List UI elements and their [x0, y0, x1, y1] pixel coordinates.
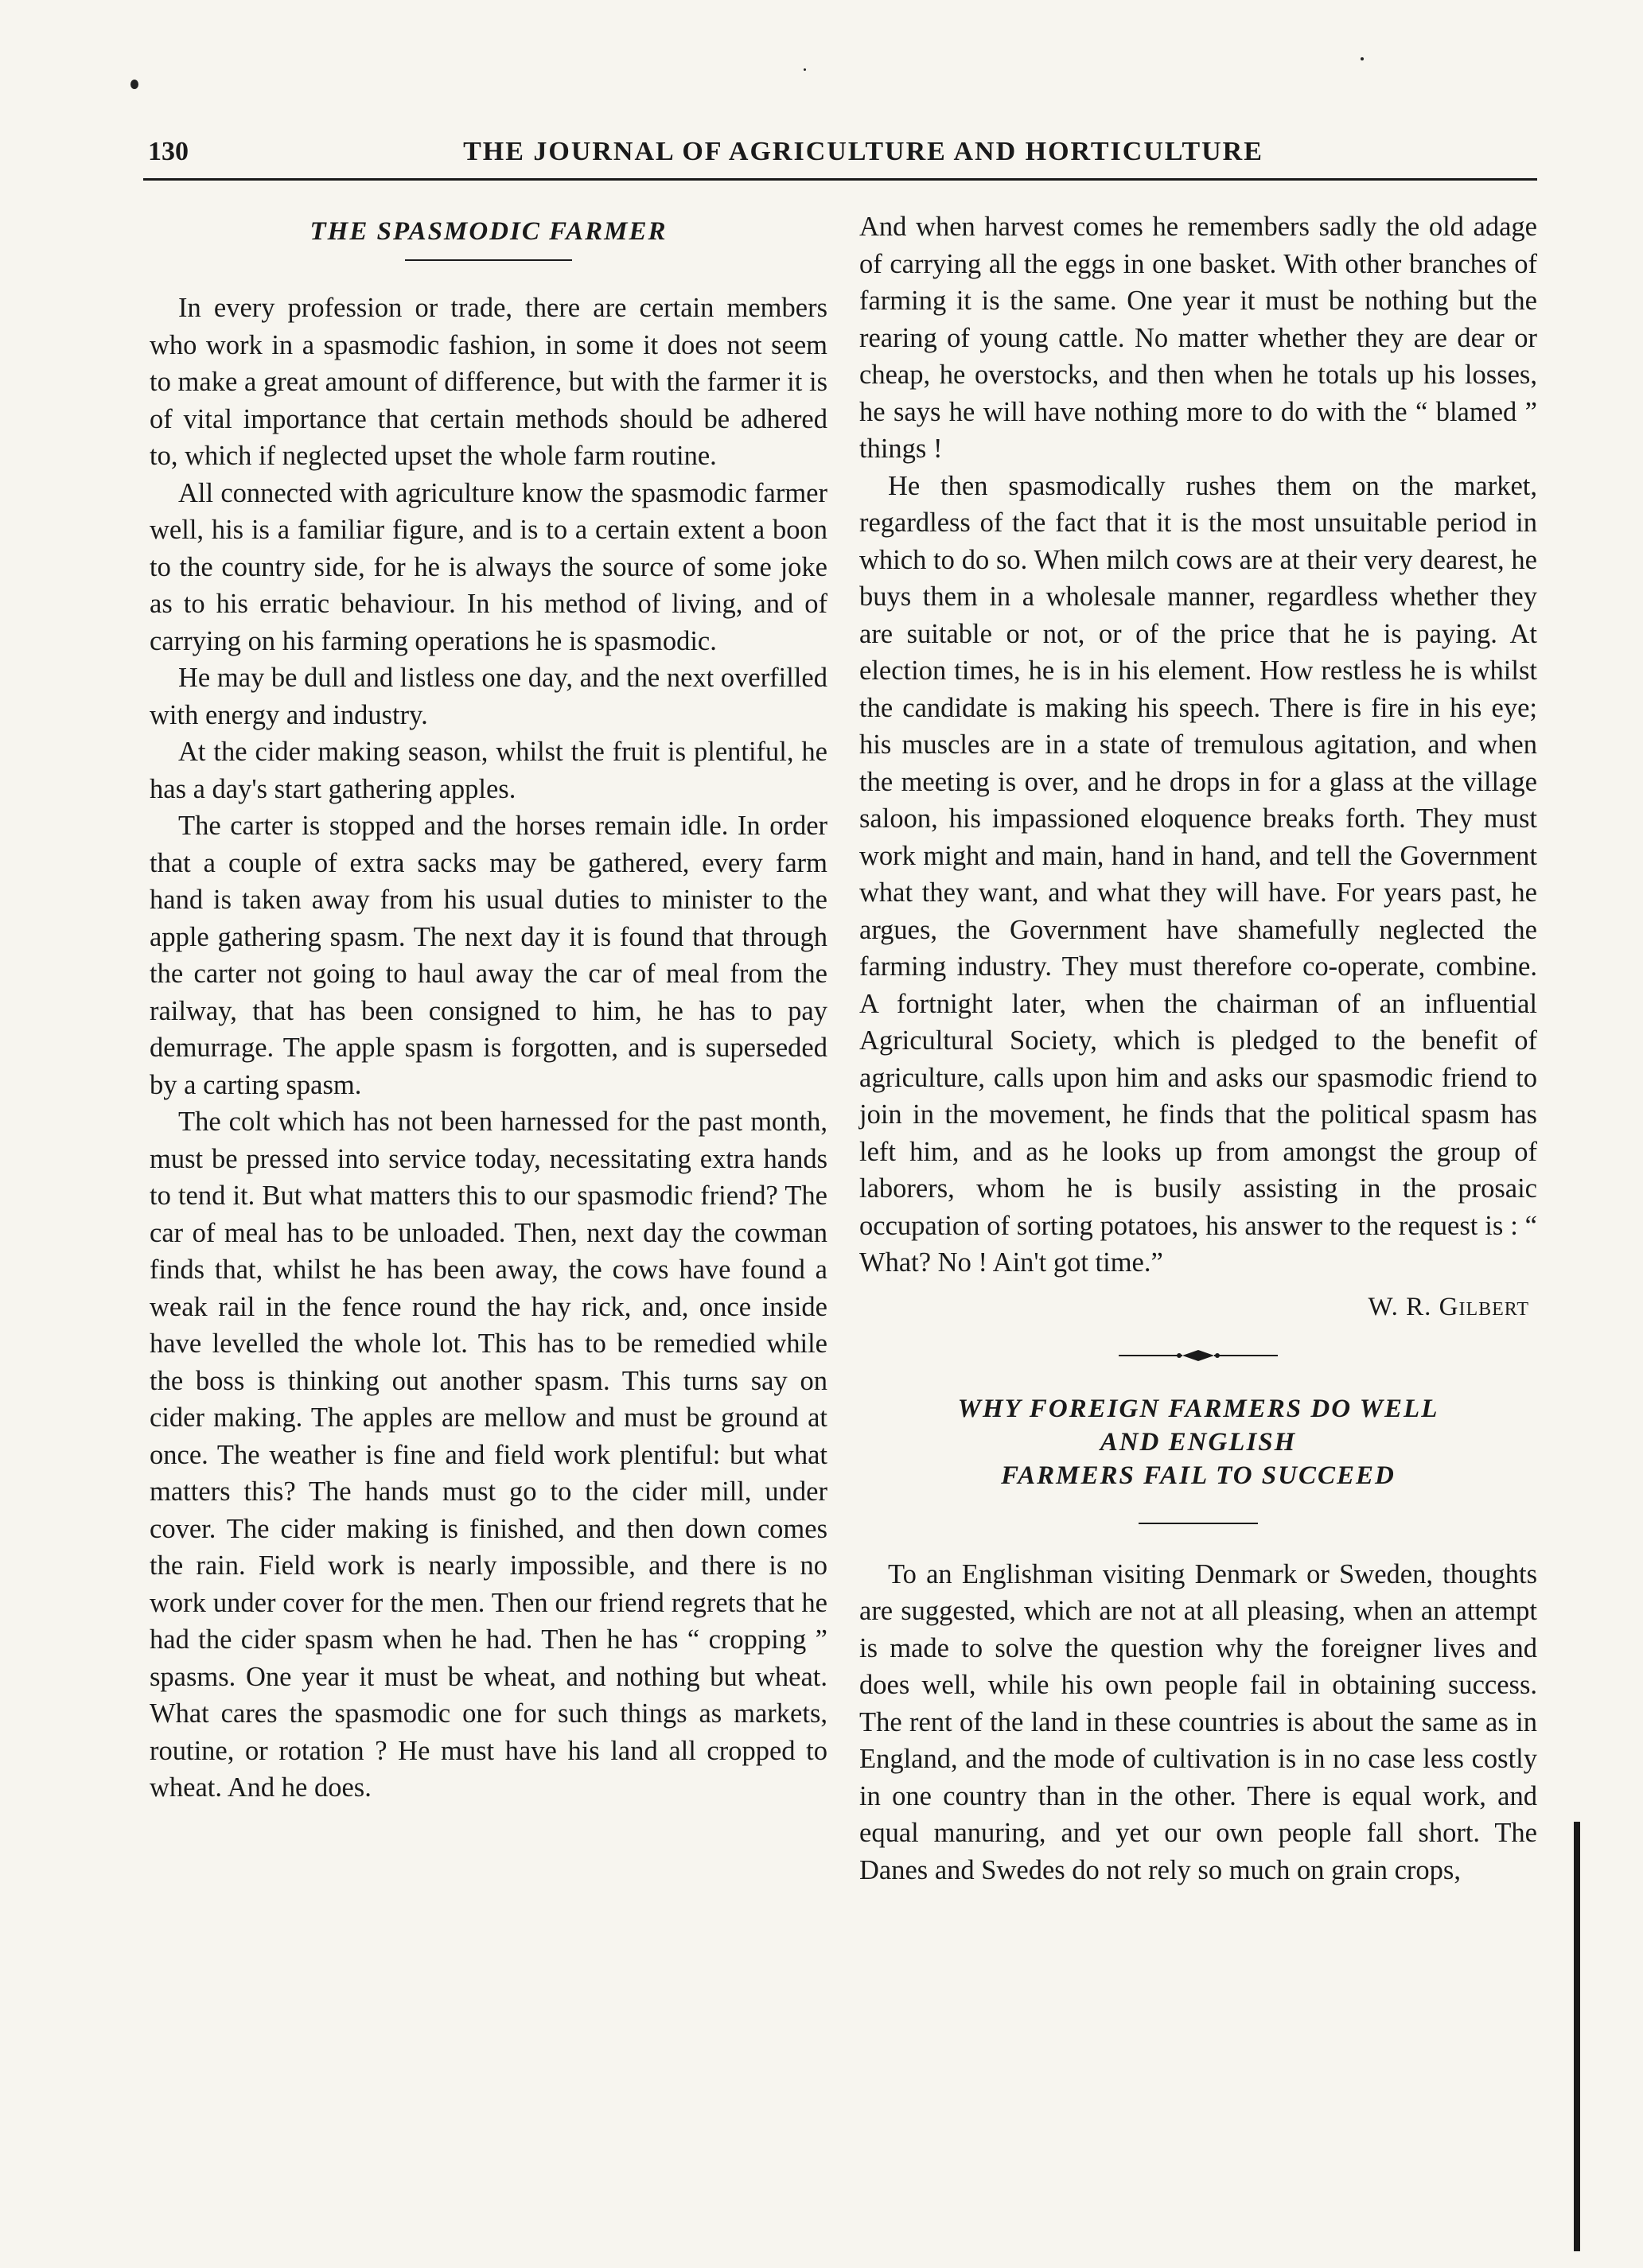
article-title-block	[859, 1392, 1537, 1492]
paragraph: At the cider making season, whilst the fruit is plentiful, he has a day's start gathering apples.	[150, 737, 827, 804]
page-header	[148, 132, 1531, 177]
author-surname: ILBERT	[1458, 1298, 1529, 1320]
author-signature	[859, 1293, 1537, 1322]
right-column	[859, 208, 1537, 1889]
section-divider-ornament	[1111, 1348, 1286, 1364]
article-title-line: FARMERS FAIL TO SUCCEED	[1001, 1461, 1396, 1490]
page-number: 130	[148, 137, 189, 166]
journal-title: THE JOURNAL OF AGRICULTURE AND HORTICULTURE	[463, 137, 1263, 166]
ink-speck	[1361, 57, 1364, 60]
paragraph: All connected with agriculture know the spasmodic farmer well, his is a familiar figure, and is to a certain extent a boon to the country side, for he is always the source of some joke as to his erratic behaviour. In his method of living, and of carrying on his farming operations he is spasmodic.	[150, 477, 827, 656]
left-column	[150, 208, 827, 1807]
article-body-second	[859, 1556, 1537, 1889]
paragraph: The carter is stopped and the horses remain idle. In order that a couple of extra sacks may be gathered, every farm hand is taken away from his usual duties to minister to the apple gathering spasm. The next day it is found that through the carter not going to haul away the car of meal from the railway, that has been consigned to him, he has to pay demurrage. The apple spasm is forgotten, and is superseded by a carting spasm.	[150, 811, 827, 1100]
article-title: THE SPASMODIC FARMER	[310, 217, 668, 246]
paragraph: In every profession or trade, there are certain members who work in a spasmodic fashion, in some it does not seem to make a great amount of difference, but with the farmer it is of vital importance that certain methods should be adhered to, which if neglected upset the whole farm routine.	[150, 293, 827, 471]
margin-bar	[1574, 1822, 1580, 2251]
paragraph: The colt which has not been harnessed for the past month, must be pressed into service today, necessitating extra hands to tend it. But what matters this to our spasmodic friend? The car of meal has to be unloaded. Then, next day the cowman finds that, whilst he has been away, the cows have found a weak rail in the fence round the hay rick, and, once inside have levelled the whole lot. This has to be remedied while the boss is thinking out another spasm. This turns say on cider making. The apples are mellow and must be ground at once. The weather is fine and field work plentiful: but what matters this? The hands must go to the cider mill, under cover. The cider making is finished, and then down comes the rain. Field work is nearly impossible, and there is no work under cover for the men. Then our friend regrets that he had the cider spasm when he had. Then he has “ cropping ” spasms. One year it must be wheat, and nothing but wheat. What cares the spasmodic one for such things as markets, routine, or rotation ? He must have his land all cropped to wheat. And he does.	[150, 1107, 827, 1803]
title-rule	[1139, 1523, 1258, 1524]
title-rule	[405, 259, 572, 261]
ink-speck	[130, 80, 138, 89]
paragraph: And when harvest comes he remembers sadly the old adage of carrying all the eggs in one basket. With other branches of farming it is the same. One year it must be nothing but the rearing of young cattle. No matter whether they are dear or cheap, he overstocks, and then when he totals up his losses, he says he will have nothing more to do with the “ blamed ” things !	[859, 212, 1537, 464]
ink-speck	[804, 68, 806, 71]
article-body-right	[859, 208, 1537, 1282]
author-initials: W. R. G	[1368, 1292, 1459, 1321]
header-rule	[143, 178, 1537, 181]
article-title-line: AND ENGLISH	[1100, 1427, 1297, 1457]
article-title-line: WHY FOREIGN FARMERS DO WELL	[957, 1394, 1439, 1423]
paragraph: He then spasmodically rushes them on the market, regardless of the fact that it is the most unsuitable period in which to do so. When milch cows are at their very dearest, he buys them in a wholesale manner, regardless whether they are suitable or not, or of the price that he is paying. At election times, he is in his element. How restless he is whilst the candidate is making his speech. There is fire in his eye; his muscles are in a state of tremulous agitation, and when the meeting is over, and he drops in for a glass at the village saloon, his impassioned eloquence breaks forth. They must work might and main, hand in hand, and tell the Government what they want, and what they will have. For years past, he argues, the Government have shamefully neglected the farming industry. They must therefore co-operate, combine. A fortnight later, when the chairman of an influential Agricultural Society, which is pledged to the benefit of agriculture, calls upon him and asks our spasmodic friend to join in the movement, he finds that the political spasm has left him, and as he looks up from amongst the group of laborers, whom he is busily assisting in the prosaic occupation of sorting potatoes, his answer to the request is : “ What? No ! Ain't got time.”	[859, 470, 1537, 1278]
paragraph: To an Englishman visiting Denmark or Sweden, thoughts are suggested, which are not at all pleasing, when an attempt is made to solve the question why the foreigner lives and does well, while his own people fail in obtaining success. The rent of the land in these countries is about the same as in England, and the mode of cultivation is in no case less costly in one country than in the other. There is equal work, and equal manuring, and yet our own people fall short. The Danes and Swedes do not rely so much on grain crops,	[859, 1558, 1537, 1885]
paragraph: He may be dull and listless one day, and the next overfilled with energy and industry.	[150, 663, 827, 730]
article-body-left	[150, 290, 827, 1807]
